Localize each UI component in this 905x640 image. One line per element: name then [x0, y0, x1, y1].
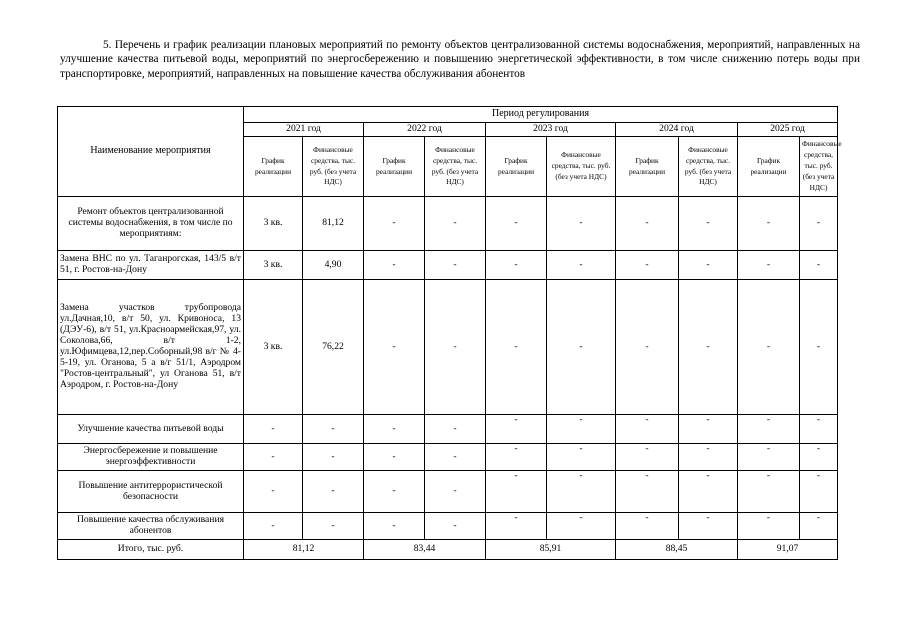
table-cell: -: [425, 197, 486, 251]
sub-header-funds: Финансовые средства, тыс. руб. (без учета НДС): [303, 137, 364, 197]
table-cell: -: [738, 280, 800, 415]
table-cell: -: [244, 513, 303, 540]
table-cell: -: [303, 415, 364, 444]
measure-name: Замена ВНС по ул. Таганрогская, 143/5 в/т 51, г. Ростов-на-Дону: [58, 251, 244, 280]
sub-header-schedule: График реализации: [486, 137, 547, 197]
table-cell: -: [303, 471, 364, 513]
table-cell: -: [547, 280, 616, 415]
table-cell: -: [738, 471, 800, 513]
table-row: [58, 513, 838, 540]
column-header-name: Наименование мероприятия: [58, 107, 244, 197]
total-value: 85,91: [486, 540, 616, 560]
table-cell: -: [616, 415, 679, 444]
measure-name: Энергосбережение и повышение энергоэффективности: [58, 444, 244, 471]
measures-table: [57, 106, 842, 560]
table-cell: -: [679, 251, 738, 280]
table-cell: -: [616, 251, 679, 280]
table-cell: -: [738, 513, 800, 540]
sub-header-schedule: График реализации: [244, 137, 303, 197]
table-cell: -: [679, 444, 738, 471]
total-row: [58, 540, 838, 560]
table-cell: -: [679, 415, 738, 444]
table-cell: -: [616, 471, 679, 513]
sub-header-funds: Финансовые средства, тыс. руб. (без учета НДС): [800, 137, 838, 197]
table-cell: -: [425, 513, 486, 540]
year-header: 2022 год: [364, 123, 486, 137]
table-cell: -: [425, 471, 486, 513]
table-cell: 76,22: [303, 280, 364, 415]
table-cell: -: [679, 471, 738, 513]
table-row: [58, 251, 838, 280]
table-cell: -: [616, 280, 679, 415]
table-row: [58, 197, 838, 251]
table-cell: -: [486, 197, 547, 251]
column-header-period: Период регулирования: [244, 107, 838, 123]
year-header: 2024 год: [616, 123, 738, 137]
table-cell: -: [547, 415, 616, 444]
table-row: [58, 444, 838, 471]
sub-header-schedule: График реализации: [738, 137, 800, 197]
table-cell: 3 кв.: [244, 280, 303, 415]
table-row: [58, 415, 838, 444]
table-cell: -: [547, 444, 616, 471]
sub-header-funds: Финансовые средства, тыс. руб. (без учета НДС): [425, 137, 486, 197]
table-cell: -: [486, 444, 547, 471]
table-cell: -: [486, 513, 547, 540]
total-value: 91,07: [738, 540, 838, 560]
measure-name: Повышение качества обслуживания абонентов: [58, 513, 244, 540]
table-cell: 4,90: [303, 251, 364, 280]
table-cell: -: [738, 415, 800, 444]
measure-name: Замена участков трубопровода ул.Дачная,10, в/т 50, ул. Кривоноса, 13 (ДЭУ-6), в/т 51, ул.Красноармейская,97, ул. Соколова,66, в/т 1-2, ул.Юфимцева,12,пер.Соборный,98 в/г № 4-5-19, ул. Оганова, 5 а в/г 51/1, Аэродром "Ростов-центральный", ул Оганова 51, в/т Аэродром, г. Ростов-на-Дону: [58, 280, 244, 415]
table-cell: -: [616, 197, 679, 251]
table-cell: -: [547, 197, 616, 251]
table-cell: -: [425, 280, 486, 415]
table-cell: -: [364, 513, 425, 540]
table-cell: -: [800, 471, 838, 513]
table-cell: -: [800, 513, 838, 540]
total-value: 81,12: [244, 540, 364, 560]
section-heading: 5. Перечень и график реализации плановых мероприятий по ремонту объектов централизованной системы водоснабжения, мероприятий, направленных на улучшение качества питьевой воды, мероприятий по энергосбережению и повышению энергетической эффективности, в том числе снижению потерь воды при транспортировке, мероприятий, направленных на повышение качества обслуживания абонентов: [60, 39, 860, 80]
year-header: 2021 год: [244, 123, 364, 137]
table-cell: 81,12: [303, 197, 364, 251]
table-cell: -: [486, 415, 547, 444]
table-cell: -: [738, 251, 800, 280]
table-cell: -: [244, 444, 303, 471]
table-cell: -: [303, 444, 364, 471]
table-cell: -: [364, 197, 425, 251]
table-cell: -: [244, 415, 303, 444]
table-cell: -: [303, 513, 364, 540]
table-cell: -: [364, 415, 425, 444]
sub-header-funds: Финансовые средства, тыс. руб. (без учета НДС): [679, 137, 738, 197]
sub-header-schedule: График реализации: [364, 137, 425, 197]
table-cell: -: [679, 197, 738, 251]
table-cell: -: [800, 197, 838, 251]
table-cell: -: [486, 251, 547, 280]
table-cell: -: [800, 251, 838, 280]
table-cell: -: [425, 415, 486, 444]
sub-header-schedule: График реализации: [616, 137, 679, 197]
table-cell: -: [547, 251, 616, 280]
table-cell: -: [364, 280, 425, 415]
table-cell: -: [364, 471, 425, 513]
table-cell: 3 кв.: [244, 197, 303, 251]
measure-name: Ремонт объектов централизованной системы водоснабжения, в том числе по мероприятиям:: [58, 197, 244, 251]
table-cell: -: [800, 280, 838, 415]
table-cell: -: [425, 444, 486, 471]
table-cell: -: [364, 251, 425, 280]
table-cell: -: [800, 444, 838, 471]
table-cell: -: [486, 280, 547, 415]
table-row: [58, 280, 838, 415]
table-cell: -: [486, 471, 547, 513]
total-label: Итого, тыс. руб.: [58, 540, 244, 560]
table-cell: -: [800, 415, 838, 444]
table-cell: -: [679, 513, 738, 540]
table-cell: -: [679, 280, 738, 415]
measure-name: Улучшение качества питьевой воды: [58, 415, 244, 444]
table-cell: -: [738, 197, 800, 251]
table-cell: -: [616, 444, 679, 471]
sub-header-funds: Финансовые средства, тыс. руб. (без учета НДС): [547, 137, 616, 197]
table-cell: -: [738, 444, 800, 471]
year-header: 2025 год: [738, 123, 838, 137]
year-header: 2023 год: [486, 123, 616, 137]
table-cell: -: [425, 251, 486, 280]
measure-name: Повышение антитеррористической безопасности: [58, 471, 244, 513]
table-cell: -: [244, 471, 303, 513]
total-value: 83,44: [364, 540, 486, 560]
table-cell: 3 кв.: [244, 251, 303, 280]
table-row: [58, 471, 838, 513]
table-cell: -: [364, 444, 425, 471]
table-cell: -: [547, 471, 616, 513]
table-cell: -: [616, 513, 679, 540]
table-cell: -: [547, 513, 616, 540]
total-value: 88,45: [616, 540, 738, 560]
